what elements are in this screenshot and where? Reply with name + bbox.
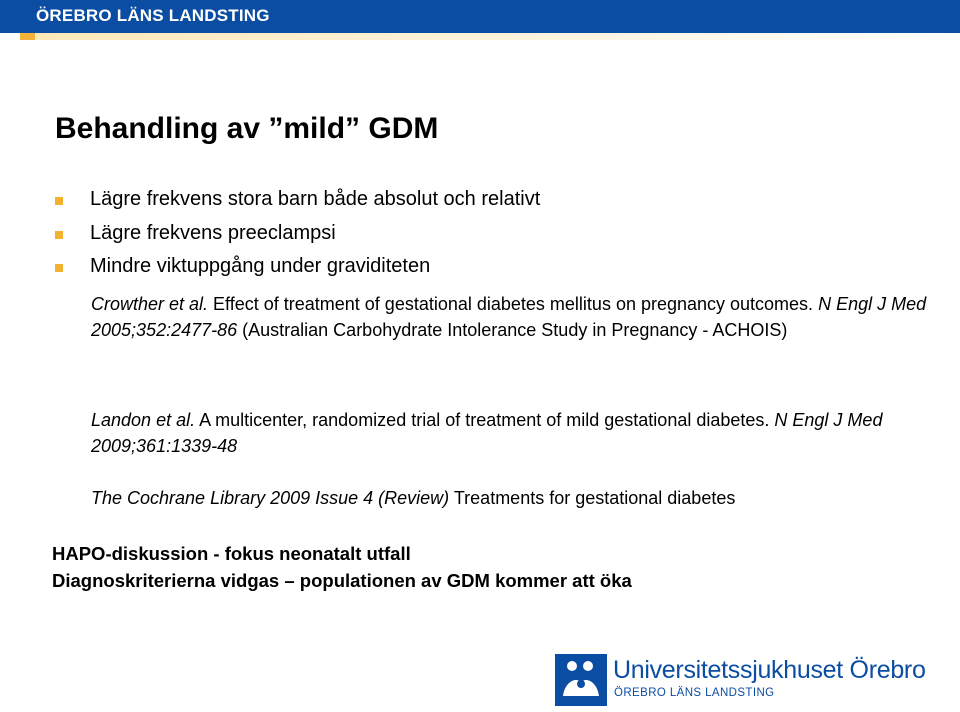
- figures-logo-icon: [555, 654, 607, 706]
- list-item: Mindre viktuppgång under graviditeten: [55, 255, 540, 289]
- reference-landon: Landon et al. A multicenter, randomized trial of treatment of mild gestational diabetes. N Engl J Med 2009;361:1339-48: [91, 410, 883, 456]
- header-bar: [0, 0, 960, 33]
- logo-name: Universitetssjukhuset Örebro: [613, 656, 926, 684]
- criteria-line: Diagnoskriterierna vidgas – populationen av GDM kommer att öka: [52, 570, 632, 591]
- hospital-logo: [555, 654, 940, 706]
- bullet-square-icon: [55, 197, 63, 205]
- reference-crowther: Crowther et al. Effect of treatment of gestational diabetes mellitus on pregnancy outcomes. N Engl J Med 2005;352:2477-86 (Australian Carbohydrate Intolerance Study in Pregnancy - ACHOIS): [91, 294, 927, 340]
- bullet-list: [55, 188, 540, 289]
- list-item: Lägre frekvens stora barn både absolut och relativt: [55, 188, 540, 222]
- org-name: ÖREBRO LÄNS LANDSTING: [36, 6, 270, 25]
- bullet-square-icon: [55, 264, 63, 272]
- list-item: Lägre frekvens preeclampsi: [55, 222, 540, 256]
- slide-title: Behandling av ”mild” GDM: [55, 112, 439, 145]
- accent-strip: [0, 33, 960, 40]
- reference-cochrane: The Cochrane Library 2009 Issue 4 (Review) Treatments for gestational diabetes: [91, 488, 736, 508]
- hapo-line: HAPO-diskussion - fokus neonatalt utfall: [52, 543, 411, 564]
- logo-subtitle: ÖREBRO LÄNS LANDSTING: [614, 687, 775, 699]
- bullet-square-icon: [55, 231, 63, 239]
